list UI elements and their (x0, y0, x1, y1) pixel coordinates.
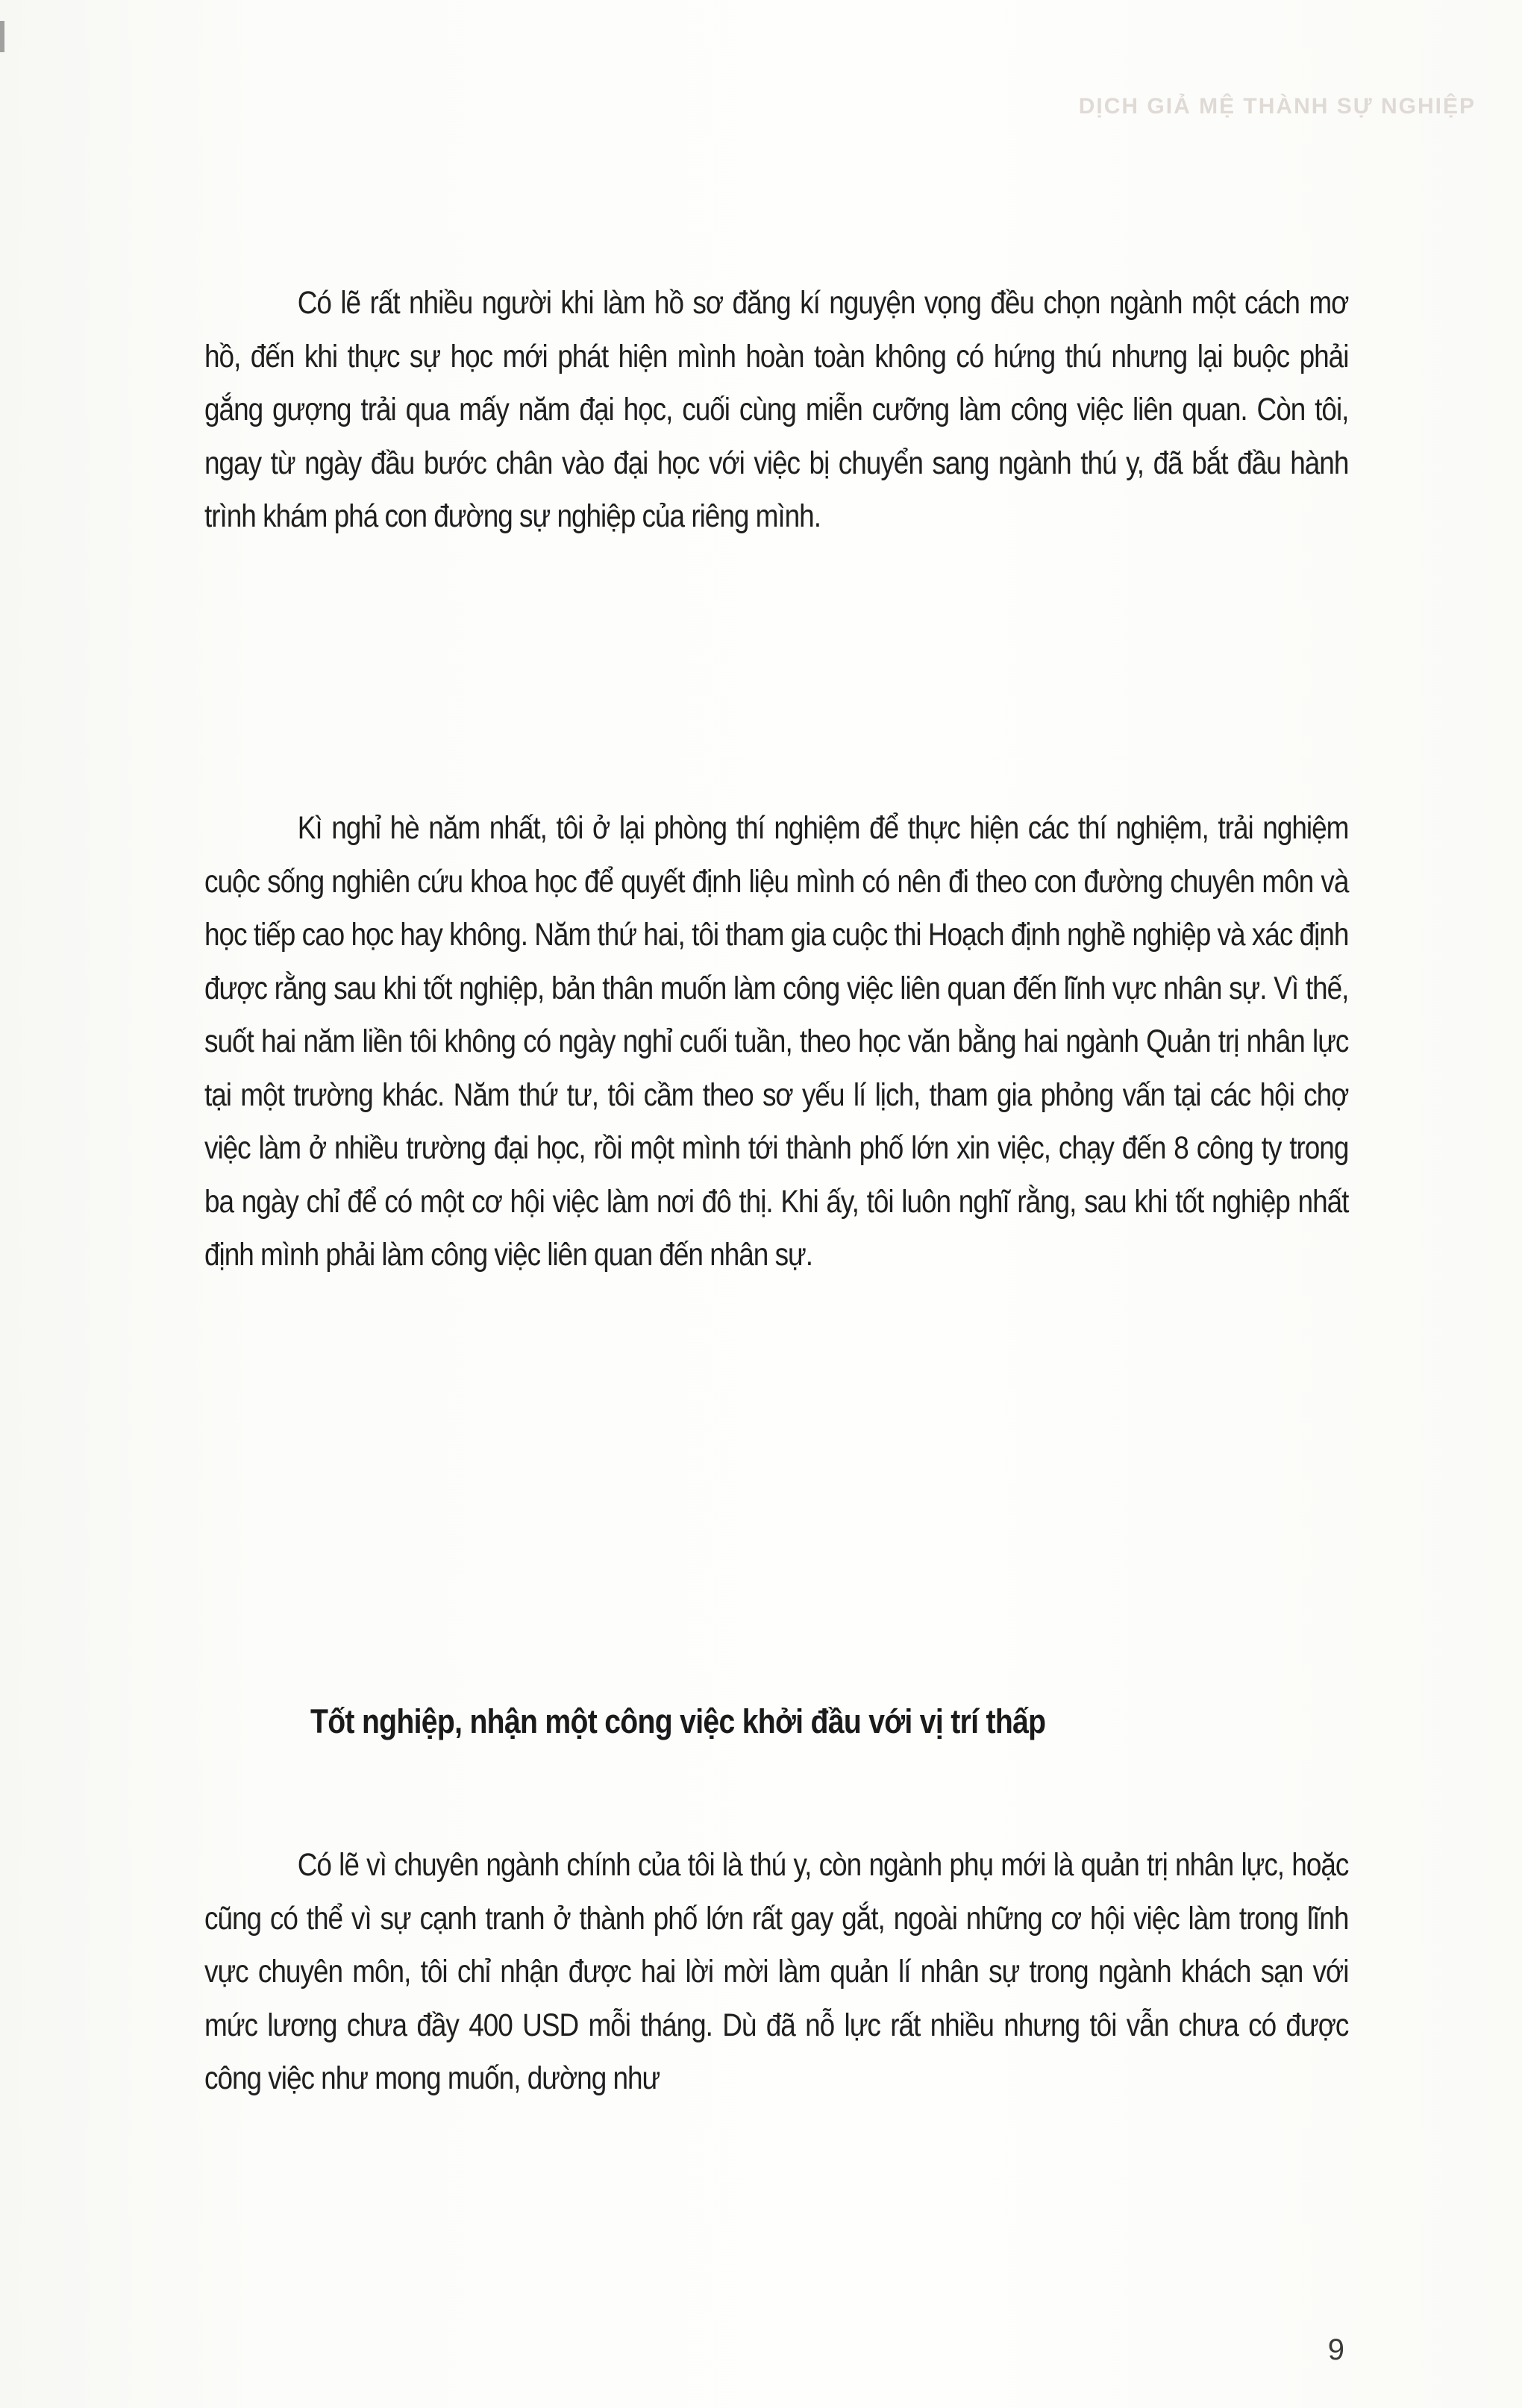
running-head: DỊCH GIẢ MỆ THÀNH SỰ NGHIỆP (1078, 94, 1476, 119)
paragraph-3 (204, 1839, 1348, 2106)
paragraph-3-text: Có lẽ vì chuyên ngành chính của tôi là thú y, còn ngành phụ mới là quản trị nhân lực, hoặc cũng có thể vì sự cạnh tranh ở thành phố lớn rất gay gắt, ngoài những cơ hội việc làm trong lĩnh vực chuyên môn, tôi chỉ nhận được hai lời mời làm quản lí nhân sự trong ngành khách sạn với mức lương chưa đầy 400 USD mỗi tháng. Dù đã nỗ lực rất nhiều nhưng tôi vẫn chưa có được công việc như mong muốn, dường như (204, 1847, 1349, 2096)
paragraph-1 (204, 277, 1348, 544)
paragraph-2-text: Kì nghỉ hè năm nhất, tôi ở lại phòng thí nghiệm để thực hiện các thí nghiệm, trải nghiệm cuộc sống nghiên cứu khoa học để quyết định liệu mình có nên đi theo con đường chuyên môn và học tiếp cao học hay không. Năm thứ hai, tôi tham gia cuộc thi Hoạch định nghề nghiệp và xác định được rằng sau khi tốt nghiệp, bản thân muốn làm công việc liên quan đến lĩnh vực nhân sự. Vì thế, suốt hai năm liền tôi không có ngày nghỉ cuối tuần, theo học văn bằng hai ngành Quản trị nhân lực tại một trường khác. Năm thứ tư, tôi cầm theo sơ yếu lí lịch, tham gia phỏng vấn tại các hội chợ việc làm ở nhiều trường đại học, rồi một mình tới thành phố lớn xin việc, chạy đến 8 công ty trong ba ngày chỉ để có một cơ hội việc làm nơi đô thị. Khi ấy, tôi luôn nghĩ rằng, sau khi tốt nghiệp nhất định mình phải làm công việc liên quan đến nhân sự. (204, 810, 1349, 1273)
scan-edge-mark (0, 21, 4, 52)
paragraph-1-text: Có lẽ rất nhiều người khi làm hồ sơ đăng kí nguyện vọng đều chọn ngành một cách mơ hồ, đến khi thực sự học mới phát hiện mình hoàn toàn không có hứng thú nhưng lại buộc phải gắng gượng trải qua mấy năm đại học, cuối cùng miễn cưỡng làm công việc liên quan. Còn tôi, ngay từ ngày đầu bước chân vào đại học với việc bị chuyển sang ngành thú y, đã bắt đầu hành trình khám phá con đường sự nghiệp của riêng mình. (204, 285, 1349, 534)
page-number: 9 (1327, 2333, 1344, 2366)
paragraph-2 (204, 802, 1348, 1282)
section-heading: Tốt nghiệp, nhận một công việc khởi đầu với vị trí thấp (310, 1702, 1046, 1740)
